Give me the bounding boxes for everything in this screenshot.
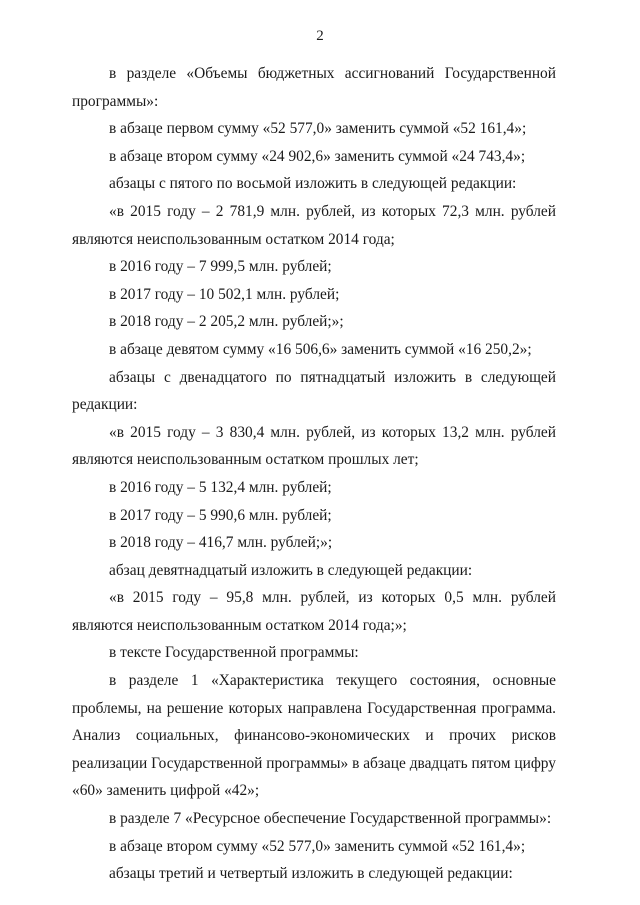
paragraph: в абзаце первом сумму «52 577,0» заменить суммой «52 161,4»; (109, 120, 527, 138)
paragraph: «в 2015 году – 95,8 млн. рублей, из которых 0,5 млн. рублей являются неиспользованным остатком 2014 года;»; (72, 589, 556, 634)
paragraph: в разделе 1 «Характеристика текущего состояния, основные проблемы, на решение которых направлена Государственная программа. Анализ социальных, финансово-экономических и прочих рисков реализации Государственной программы» в абзаце двадцать пятом цифру «60» заменить цифрой «42»; (72, 672, 556, 800)
page-number: 2 (316, 28, 324, 44)
paragraph: абзацы с двенадцатого по пятнадцатый изложить в следующей редакции: (72, 368, 556, 414)
paragraph: в 2017 году – 5 990,6 млн. рублей; (109, 506, 332, 524)
paragraph: в 2017 году – 10 502,1 млн. рублей; (109, 285, 340, 303)
paragraph: в разделе 7 «Ресурсное обеспечение Государственной программы»: (109, 810, 552, 828)
paragraph: в 2018 году – 416,7 млн. рублей;»; (109, 534, 333, 552)
paragraph: в 2016 году – 5 132,4 млн. рублей; (109, 478, 332, 496)
paragraph: абзац девятнадцатый изложить в следующей редакции: (109, 561, 473, 579)
paragraph: в абзаце девятом сумму «16 506,6» заменить суммой «16 250,2»; (109, 340, 532, 358)
document-body (72, 60, 556, 888)
paragraph: в тексте Государственной программы: (109, 644, 359, 662)
paragraph: в разделе «Объемы бюджетных ассигнований Государственной программы»: (72, 65, 556, 110)
paragraph: в абзаце втором сумму «24 902,6» заменить суммой «24 743,4»; (109, 147, 526, 165)
paragraph: абзацы с пятого по восьмой изложить в следующей редакции: (109, 175, 517, 193)
paragraph: в 2016 году – 7 999,5 млн. рублей; (109, 258, 332, 276)
paragraph: абзацы третий и четвертый изложить в следующей редакции: (109, 865, 513, 883)
paragraph: «в 2015 году – 2 781,9 млн. рублей, из которых 72,3 млн. рублей являются неиспользованным остатком 2014 года; (72, 202, 556, 248)
paragraph: «в 2015 году – 3 830,4 млн. рублей, из которых 13,2 млн. рублей являются неиспользованным остатком прошлых лет; (72, 423, 556, 469)
paragraph: в абзаце втором сумму «52 577,0» заменить суммой «52 161,4»; (109, 837, 526, 855)
paragraph: в 2018 году – 2 205,2 млн. рублей;»; (109, 313, 344, 331)
